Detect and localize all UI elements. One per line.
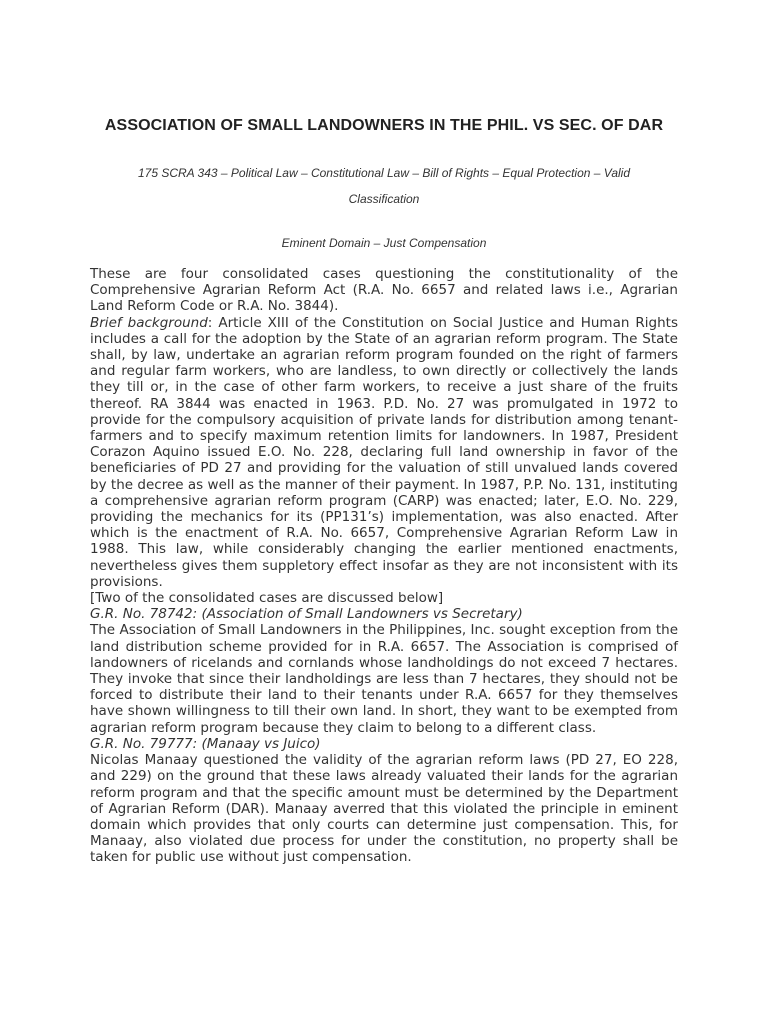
case2-paragraph: Nicolas Manaay questioned the validity of the agrarian reform laws (PD 27, EO 228, and 229) on the ground that these laws already valuated their lands for the agrarian reform program and that the specific amount must be determined by the Department of Agrarian Reform (DAR). Manaay averred that this violated the principle in eminent domain which provides that only courts can determine just compensation. This, for Manaay, also violated due process for under the constitution, no property shall be taken for public use without just compensation. [90,752,678,866]
intro-paragraph: These are four consolidated cases questioning the constitutionality of the Comprehensive Agrarian Reform Act (R.A. No. 6657 and related laws i.e., Agrarian Land Reform Code or R.A. No. 3844). [90,266,678,315]
case2-heading: G.R. No. 79777: (Manaay vs Juico) [90,735,321,752]
consolidated-note: [Two of the consolidated cases are discussed below] [90,590,444,607]
document-title: ASSOCIATION OF SMALL LANDOWNERS IN THE PHIL. VS SEC. OF DAR [104,117,664,134]
background-label: Brief background [90,314,208,331]
document-body [90,266,678,866]
case1-paragraph: The Association of Small Landowners in the Philippines, Inc. sought exception from the land distribution scheme provided for in R.A. 6657. The Association is comprised of landowners of ricelands and cornlands whose landholdings do not exceed 7 hectares. They invoke that since their landholdings are less than 7 hectares, they should not be forced to distribute their land to their tenants under R.A. 6657 for they themselves have shown willingness to till their own land. In short, they want to be exempted from agrarian reform program because they claim to belong to a different class. [90,622,678,736]
case-topic: Eminent Domain – Just Compensation [281,236,487,250]
case1-heading: G.R. No. 78742: (Association of Small Landowners vs Secretary) [90,606,523,623]
case-citation: 175 SCRA 343 – Political Law – Constitutional Law – Bill of Rights – Equal Protection – Valid Classification [137,166,631,206]
background-text: : Article XIII of the Constitution on Social Justice and Human Rights includes a call for the adoption by the State of an agrarian reform program. The State shall, by law, undertake an agrarian reform program founded on the right of farmers and regular farm workers, who are landless, to own directly or collectively the lands they till or, in the case of other farm workers, to receive a just share of the fruits thereof. RA 3844 was enacted in 1963. P.D. No. 27 was promulgated in 1972 to provide for the compulsory acquisition of private lands for distribution among tenant-farmers and to specify maximum retention limits for landowners. In 1987, President Corazon Aquino issued E.O. No. 228, declaring full land ownership in favor of the beneficiaries of PD 27 and providing for the valuation of still unvalued lands covered by the decree as well as the manner of their payment. In 1987, P.P. No. 131, instituting a comprehensive agrarian reform program (CARP) was enacted; later, E.O. No. 229, providing the mechanics for its (PP131’s) implementation, was also enacted. After which is the enactment of R.A. No. 6657, Comprehensive Agrarian Reform Law in 1988. This law, while considerably changing the earlier mentioned enactments, nevertheless gives them suppletory effect insofar as they are not inconsistent with its provisions. [90,314,678,590]
background-paragraph [90,315,678,590]
